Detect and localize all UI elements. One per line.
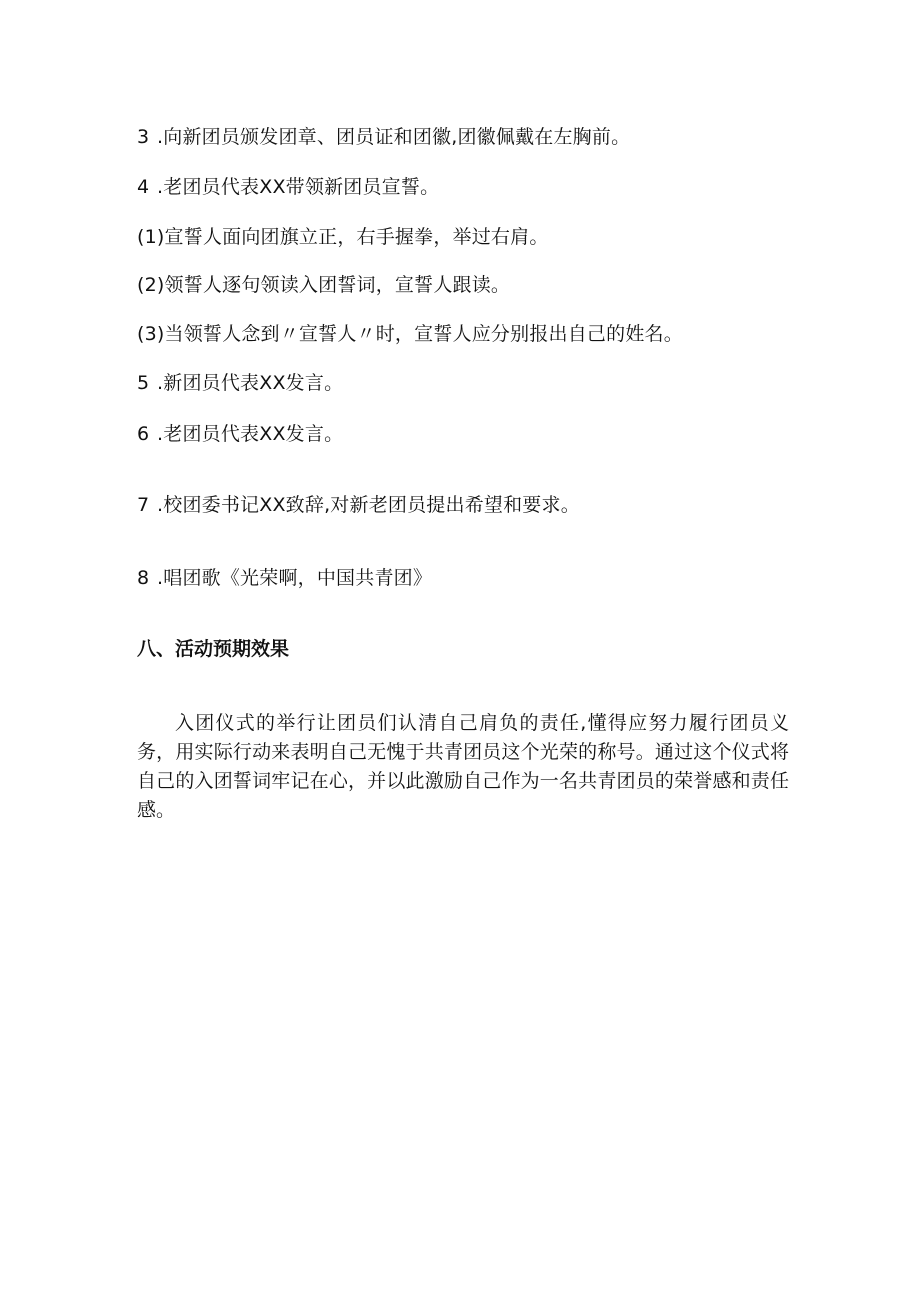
item-number: 6: [137, 423, 150, 445]
item-text: .向新团员颁发团章、团员证和团徽,团徽佩戴在左胸前。: [157, 126, 631, 148]
item-text: (1)宣誓人面向团旗立正，右手握拳，举过右肩。: [137, 226, 549, 248]
list-item-7: [137, 493, 580, 517]
list-item-3: [137, 125, 630, 149]
item-text: .新团员代表XX发言。: [157, 372, 344, 394]
list-item-6: [137, 422, 343, 446]
section-heading: 八、活动预期效果: [137, 638, 290, 660]
item-number: 7: [137, 494, 150, 516]
section-paragraph: 入团仪式的举行让团员们认清自己肩负的责任,懂得应努力履行团员义务，用实际行动来表明自己无愧于共青团员这个光荣的称号。通过这个仪式将自己的入团誓词牢记在心，并以此激励自己作为一名共青团员的荣誉感和责任感。: [137, 712, 789, 821]
sub-item-2: [137, 273, 510, 297]
item-number: 4: [137, 176, 150, 198]
list-item-5: [137, 371, 343, 395]
item-number: 5: [137, 372, 150, 394]
item-text: .校团委书记XX致辞,对新老团员提出希望和要求。: [157, 494, 580, 516]
list-item-4: [137, 175, 439, 199]
item-number: 8: [137, 567, 150, 589]
list-item-8: [137, 566, 432, 590]
sub-item-1: [137, 225, 549, 249]
sub-item-3: [137, 322, 683, 346]
item-text: (3)当领誓人念到〃宣誓人〃时，宣誓人应分别报出自己的姓名。: [137, 323, 683, 345]
item-text: .老团员代表XX发言。: [157, 423, 344, 445]
item-text: (2)领誓人逐句领读入团誓词，宣誓人跟读。: [137, 274, 511, 296]
item-text: .唱团歌《光荣啊，中国共青团》: [157, 567, 433, 589]
item-text: .老团员代表XX带领新团员宣誓。: [157, 176, 440, 198]
item-number: 3: [137, 126, 150, 148]
